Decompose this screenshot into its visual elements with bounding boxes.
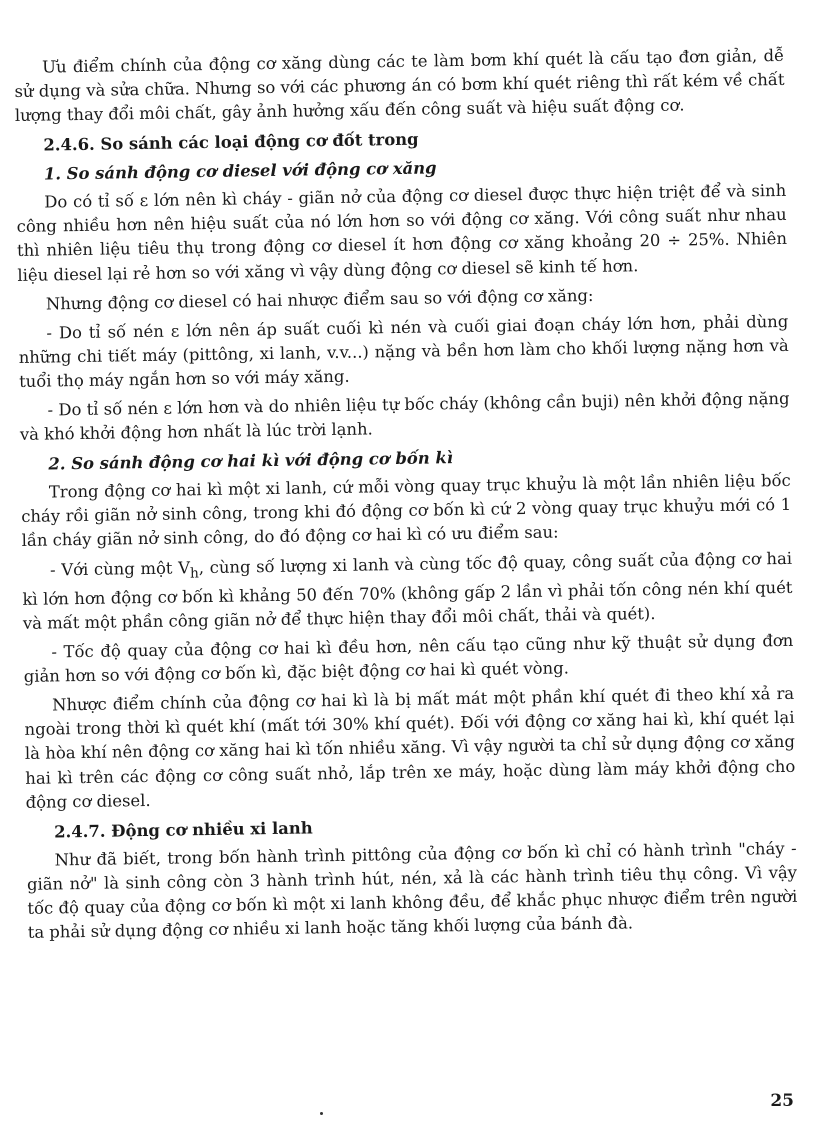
section-heading-2-4-6: 2.4.6. So sánh các loại động cơ đốt trong — [43, 129, 419, 155]
paragraph-two-stroke-cycle: Trong động cơ hai kì một xi lanh, cứ mỗi vòng quay trục khuỷu là một lần nhiên liệu bốc cháy rồi giãn nở sinh công, trong khi đó động cơ bốn kì cứ 2 vòng quay trục khuỷu mới có 1 lần cháy giãn nở sinh công, do đó động cơ hai kì có ưu điểm sau: — [21, 471, 792, 551]
paragraph-multi-cylinder: Như đã biết, trong bốn hành trình pittông của động cơ bốn kì chỉ có hành trình "cháy - giãn nở" là sinh công còn 3 hành trình hút, nén, xả là các hành trình tiêu thụ công. Vì vậy tốc độ quay của động cơ bốn kì một xi lanh không đều, để khắc phục nhược điểm trên người ta phải sử dụng động cơ nhiều xi lanh hoặc tăng khối lượng của bánh đà. — [26, 838, 798, 942]
vh-rest: , cùng số lượng xi lanh và cùng tốc độ quay, công suất của động cơ hai kì lớn hơn động cơ bốn kì khảng 50 đến 70% (không gấp 2 lần vì phải tốn công nén khí quét và mất một phần công giãn nở để thực hiện thay đổi môi chất, thải và quét). — [22, 548, 793, 633]
vh-prefix: - Với cùng một V — [49, 557, 191, 579]
bullet-two-stroke-speed: - Tốc độ quay của động cơ hai kì đều hơn, nên cấu tạo cũng như kỹ thuật sử dụng đơn giản hơn so với động cơ bốn kì, đặc biệt động cơ hai kì quét vòng. — [23, 630, 794, 687]
bullet-diesel-hard-start: - Do tỉ số nén ε lớn hơn và do nhiên liệu tự bốc cháy (không cần buji) nên khởi động nặng và khó khởi động hơn nhất là lúc trời lạnh. — [19, 388, 790, 445]
subheading-two-vs-four-stroke: 2. So sánh động cơ hai kì với động cơ bốn kì — [48, 448, 454, 474]
paragraph-diesel-disadvantages-intro: Nhưng động cơ diesel có hai nhược điểm sau so với động cơ xăng: — [45, 285, 594, 314]
paragraph-two-stroke-gasoline-advantages: Ưu điểm chính của động cơ xăng dùng các te làm bơm khí quét là cấu tạo đơn giản, dễ sử dụng và sửa chữa. Nhưng so với các phương án có bơm khí quét riêng thì rất kém về chất lượng thay đổi môi chất, gây ảnh hưởng xấu đến công suất và hiệu suất động cơ. — [14, 45, 785, 126]
bullet-two-stroke-power — [22, 546, 793, 636]
section-heading-2-4-7: 2.4.7. Động cơ nhiều xi lanh — [54, 818, 313, 842]
vh-subscript: h — [189, 564, 199, 582]
page-content — [14, 44, 798, 950]
subheading-diesel-vs-gasoline: 1. So sánh động cơ diesel với động cơ xăng — [43, 158, 437, 184]
paragraph-two-stroke-disadvantage: Nhược điểm chính của động cơ hai kì là bị mất mát một phần khí quét đi theo khí xả ra ngoài trong thời kì quét khí (mất tới 30% khí quét). Đối với động cơ xăng hai kì, khí quét lại là hòa khí nên động cơ xăng hai kì tốn nhiều xăng. Vì vậy người ta chỉ sử dụng động cơ xăng hai kì trên các động cơ công suất nhỏ, lắp trên xe máy, hoặc dùng làm máy khởi động cho động cơ diesel. — [24, 684, 796, 812]
paragraph-diesel-efficiency: Do có tỉ số ε lớn nên kì cháy - giãn nở của động cơ diesel được thực hiện triệt để và sinh công nhiều hơn nên hiệu suất của nó lớn hơn so với động cơ xăng. Với công suất như nhau thì nhiên liệu tiêu thụ trong động cơ diesel ít hơn động cơ xăng khoảng 20 ÷ 25%. Nhiên liệu diesel lại rẻ hơn so với xăng vì vậy dùng động cơ diesel sẽ kinh tế hơn. — [16, 181, 788, 285]
scan-speck — [320, 1112, 323, 1115]
bullet-diesel-heavy-parts: - Do tỉ số nén ε lớn nên áp suất cuối kì nén và cuối giai đoạn cháy lớn hơn, phải dùng những chi tiết máy (pittông, xi lanh, v.v...) nặng và bền hơn làm cho khối lượng nặng hơn và tuổi thọ máy ngắn hơn so với máy xăng. — [18, 311, 789, 391]
page-number: 25 — [770, 1091, 794, 1111]
